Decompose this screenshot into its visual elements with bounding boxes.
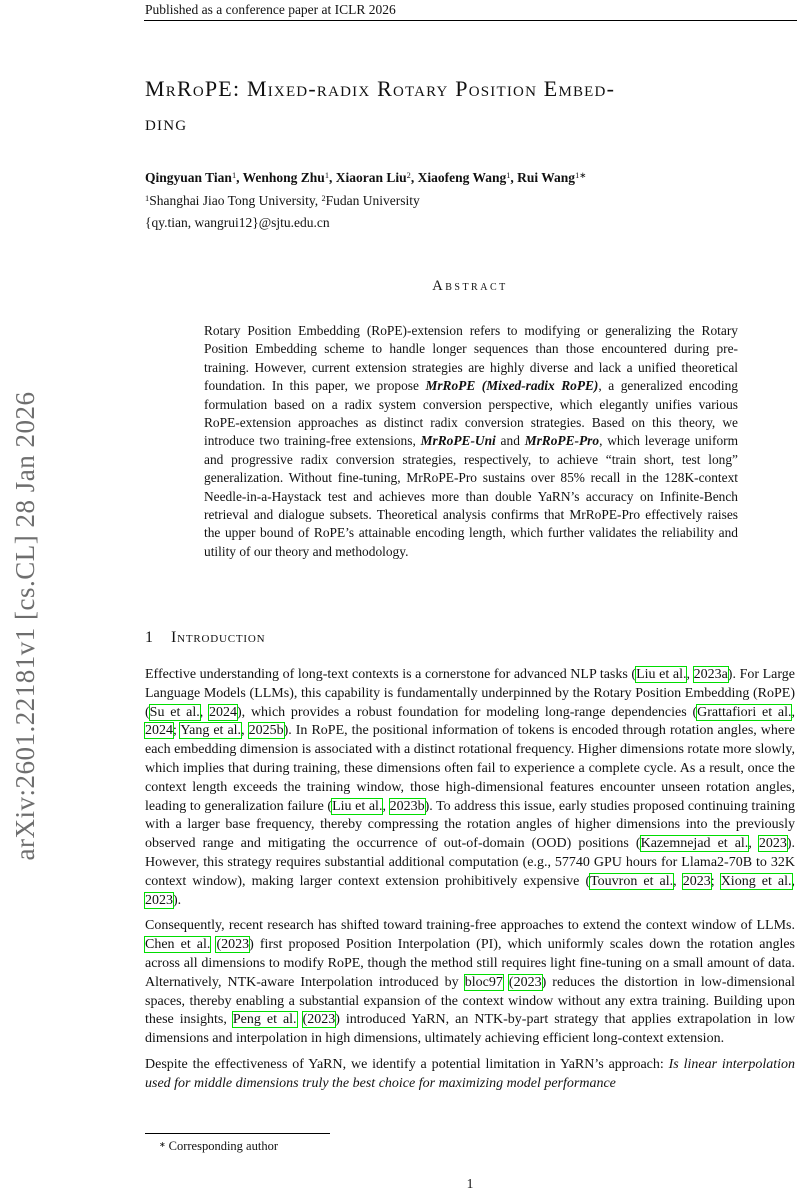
citation-link[interactable]: Peng et al. (232, 1012, 297, 1028)
citation-link[interactable]: Liu et al. (636, 667, 687, 682)
text-segment: ). For Large Language Models (LLMs), this capability is fundamentally underpinned by the Rotary Position Embedding (RoPE) ( (145, 667, 796, 720)
paper-title-line2: ding (145, 110, 188, 135)
text-segment: ; (173, 723, 181, 739)
text-segment: MrRoPE-Uni (420, 433, 496, 449)
text-segment: ) reduces the distortion in low-dimensional spaces, thereby enabling a substantial expansion of the context window without any extra training. Building upon these insights, (145, 974, 795, 1028)
text-segment: ), which provides a robust foundation for modeling long-range dependencies ( (237, 704, 698, 720)
author-emails: {qy.tian, wangrui12}@sjtu.edu.cn (145, 215, 330, 230)
text-segment: Is linear interpolation used for middle dimensions truly the best choice for maximizing model performance (145, 1056, 795, 1091)
citation-link[interactable]: (2023 (302, 1012, 336, 1028)
text-segment: ). (173, 892, 182, 908)
body-text-column (145, 666, 795, 1101)
text-segment: , Wenhong Zhu (236, 170, 325, 185)
text-segment: , (673, 873, 683, 889)
section-heading-introduction (145, 629, 795, 647)
citation-link[interactable]: Chen et al. (145, 937, 211, 953)
paragraph-1 (145, 666, 795, 910)
text-segment: , (748, 836, 759, 852)
text-segment: ). To address this issue, early studies proposed continuing training with a larger base frequency, thereby compressing the rotation angles of higher dimensions into the previously observed range and mitigating the occurrence of out-of-domain (OOD) positions ( (145, 798, 795, 852)
text-segment: , (241, 723, 249, 739)
text-segment: ) first proposed Position Interpolation (PI), which uniformly scales down the rotation angles across all dimensions to modify RoPE, though the method still requires light fine-tuning on a small amount of data. Alternatively, NTK-aware Interpolation introduced by (145, 937, 796, 990)
author-block (145, 168, 795, 234)
paper-title-line1: MrRoPE: Mixed-radix Rotary Position Embed- (145, 76, 616, 101)
text-segment: Qingyuan Tian (145, 170, 232, 185)
text-segment: ). In RoPE, the positional information of tokens is encoded through rotation angles, where each embedding dimension is associated with a distinct rotational frequency. Higher dimensions rotate more slowly, which implies that during training, these dimensions often fail to experience a complete cycle. As a result, once the context length exceeds the training window, those high-dimensional features encounter unseen rotation angles, leading to generalization failure ( (145, 723, 795, 814)
citation-link[interactable]: (2023 (216, 937, 250, 953)
citation-link[interactable]: 2023 (682, 873, 711, 889)
text-segment: Shanghai Jiao Tong University, (149, 192, 322, 208)
citation-link[interactable]: Kazemnejad et al. (640, 836, 749, 852)
text-segment: 1 (231, 171, 237, 181)
text-segment: 2 (406, 171, 411, 181)
text-segment (297, 1012, 303, 1027)
citation-link[interactable]: (2023 (508, 974, 542, 990)
text-segment: , Xiaofeng Wang (410, 170, 507, 185)
citation-link[interactable]: 2023b (389, 798, 425, 814)
text-segment: and (495, 433, 525, 449)
text-segment: , (382, 798, 390, 814)
citation-link[interactable]: Touvron et al. (590, 873, 674, 889)
text-segment: MrRoPE (Mixed-radix RoPE) (425, 378, 599, 394)
text-segment: ; (710, 873, 721, 889)
citation-link[interactable]: 2023 (758, 836, 787, 852)
footnote-text: Corresponding author (165, 1139, 278, 1153)
citation-link[interactable]: Liu et al. (332, 798, 383, 814)
paragraph-3 (145, 1056, 795, 1094)
citation-link[interactable]: Yang et al. (180, 723, 242, 739)
conference-header: Published as a conference paper at ICLR 2026 (145, 2, 396, 17)
citation-link[interactable]: 2024 (209, 704, 237, 720)
footnote-rule (145, 1133, 330, 1134)
text-segment: , (791, 873, 795, 889)
citation-link[interactable]: 2023a (693, 667, 728, 682)
text-segment: Rotary Position Embedding (RoPE)-extension refers to modifying or generalizing the Rotary Position Embedding scheme to handle longer sequences than those encountered during pre-training. However, current extension strategies are highly diverse and lack a unified theoretical foundation. In this paper, we propose (204, 323, 738, 394)
author-affiliations (145, 191, 795, 214)
text-segment: , Rui Wang (510, 170, 576, 185)
page-number: 1 (466, 1176, 474, 1191)
citation-link[interactable]: Su et al. (149, 704, 200, 720)
citation-link[interactable]: 2023 (145, 892, 173, 908)
section-title: Introduction (171, 629, 266, 646)
text-segment: , (199, 704, 209, 720)
citation-link[interactable]: 2025b (248, 723, 284, 739)
text-segment: Effective understanding of long-text contexts is a cornerstone for advanced NLP tasks ( (145, 667, 637, 682)
text-segment: 1 (324, 171, 329, 181)
abstract-heading: Abstract (432, 278, 508, 294)
citation-link[interactable]: bloc97 (464, 974, 503, 990)
footnote-marker: ∗ (159, 1139, 166, 1149)
corresponding-author-footnote (145, 1139, 799, 1154)
text-segment: Fudan University (325, 192, 420, 208)
abstract-text (204, 322, 738, 561)
text-segment: , Xiaoran Liu (329, 170, 407, 185)
text-segment: MrRoPE-Pro (524, 433, 600, 449)
text-segment: 1 (506, 171, 511, 181)
text-segment: , a generalized encoding formulation based on a radix system conversion perspective, which elegantly unifies various RoPE-extension approaches as distinct radix conversion strategies. Based on this theory, we introduce two training-free extensions, (204, 378, 738, 449)
paper-title (145, 72, 795, 140)
text-segment: 1∗ (575, 171, 587, 181)
citation-link[interactable]: Xiong et al. (720, 873, 792, 889)
text-segment (503, 975, 509, 990)
author-names (145, 168, 795, 191)
text-segment: , (791, 704, 795, 720)
text-segment: , (686, 667, 694, 682)
citation-link[interactable]: 2024 (145, 723, 173, 739)
text-segment: ). However, this strategy requires substantial additional computation (e.g., 57740 GPU hours for Llama2-70B to 32K context window), making larger context extension prohibitively expensive ( (145, 836, 796, 889)
text-segment: 1 (145, 193, 150, 203)
text-segment: , which leverage uniform and progressive radix conversion strategies, respectively, to achieve “train short, test long” generalization. Without fine-tuning, MrRoPE-Pro sustains over 85% recall in the 128K-context Needle-in-a-Haystack test and achieves more than double YaRN’s accuracy on Infinite-Bench retrieval and dialogue subsets. Theoretical analysis confirms that MrRoPE-Pro effectively raises the upper bound of RoPE’s attainable encoding length, which further validates the reliability and utility of our theory and methodology. (204, 433, 739, 559)
text-segment: Consequently, recent research has shifted toward training-free approaches to extend the context window of LLMs. (145, 918, 795, 934)
text-segment: 2 (321, 193, 326, 203)
header-rule (144, 20, 797, 21)
text-segment: ) introduced YaRN, an NTK-by-part strategy that applies extrapolation in low dimensions and interpolation in high dimensions, ultimately achieving efficient long-context extension. (145, 1012, 795, 1047)
citation-link[interactable]: Grattafiori et al. (697, 704, 792, 720)
paragraph-2 (145, 917, 795, 1049)
section-number: 1 (145, 629, 153, 646)
text-segment: Despite the effectiveness of YaRN, we identify a potential limitation in YaRN’s approach: (145, 1056, 669, 1072)
arxiv-sidebar-label: arXiv:2601.22181v1 [cs.CL] 28 Jan 2026 (10, 391, 40, 861)
